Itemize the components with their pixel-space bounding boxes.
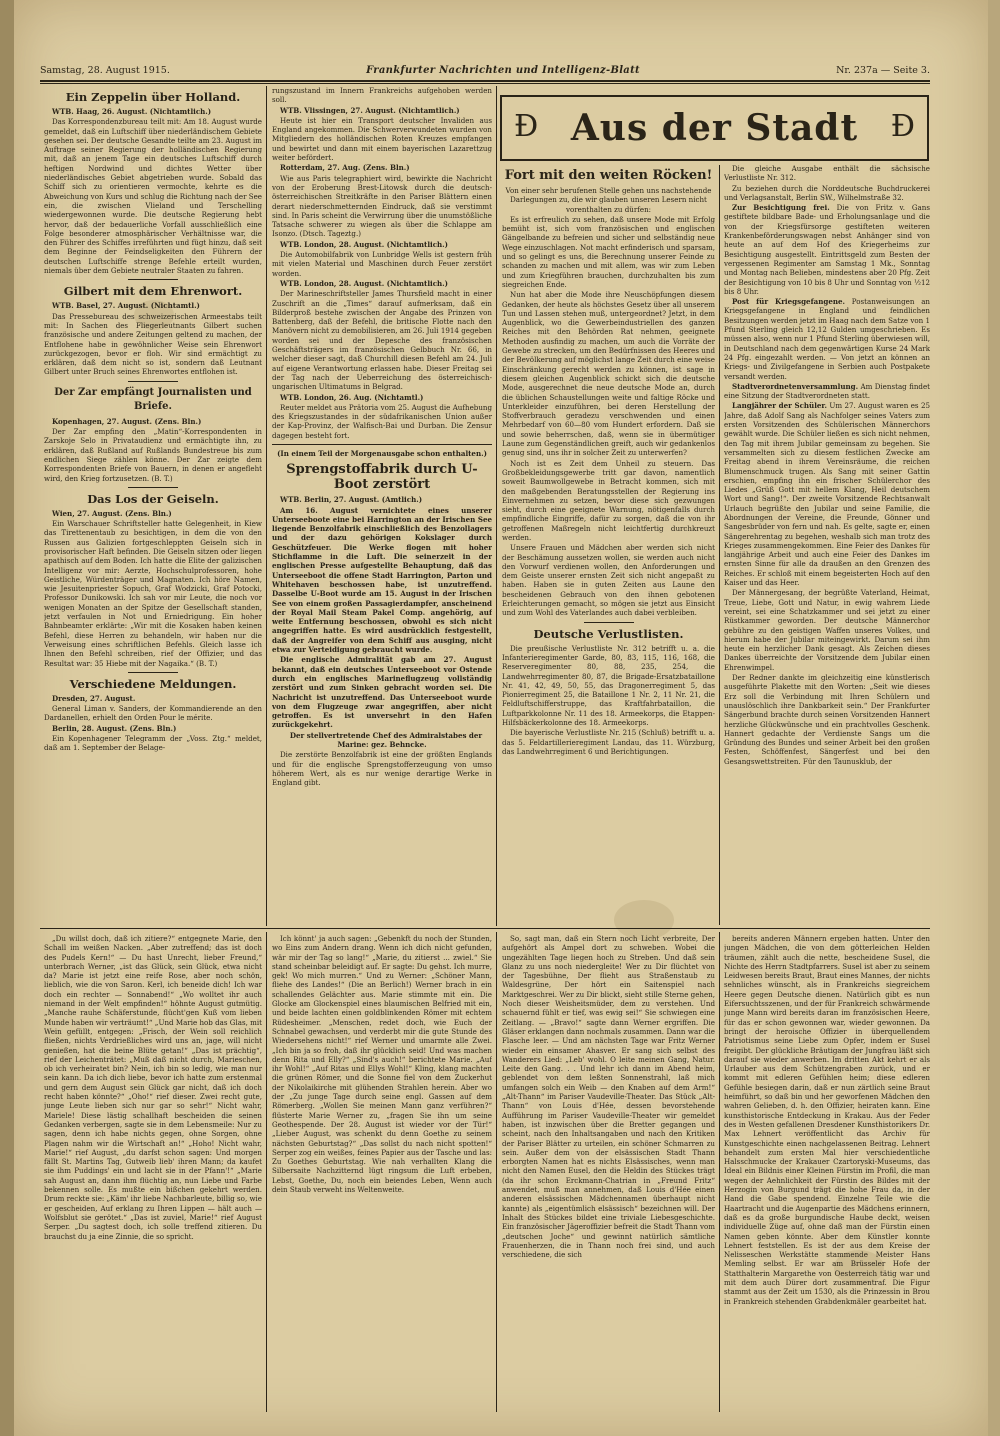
article-text: Es ist erfreulich zu sehen, daß unsere Mode mit Erfolg bemüht ist, sich vom französischen und englischen Gängelbande zu befreien und sicher und selbständig neue Wege einzuschlagen. Not macht erfinderisch und sparsam, und so gelingt es uns, die Berechnung unserer Feinde zu schanden zu machen und mit allem, was wir zum Leben und zum Kriegführen brauchen, durchzuhalten bis zum siegreichen Ende. [502, 214, 715, 289]
masthead: Frankfurter Nachrichten und Intelligenz-Blatt [366, 64, 640, 76]
article-text: Die gleiche Ausgabe enthält die sächsische Verlustliste Nr. 312. [724, 164, 930, 183]
column-2 [272, 86, 492, 924]
dateline: Berlin, 28. August. (Zens. Bln.) [52, 723, 177, 733]
article-text: Postanweisungen an Kriegsgefangene in England und feindlichen Besitzungen werden jetzt im Haag nach dem Satze von 1 Pfund Sterling gleich 12,12 Gulden umgeschrieben. Es müssen also, wenn nur 1 Pfund Sterling überwiesen will, in Deutschland nach dem gegenwärtigen Kurse 24 Mark 24 Pfg. eingezahlt werden. — Von jetzt an können an Kriegs- und Zivilgefangene in Serbien auch Postpakete versandt werden. [724, 297, 930, 381]
article-text: rungszustand im Innern Frankreichs aufgehoben werden soll. [272, 86, 492, 105]
article-text: Wie aus Paris telegraphiert wird, bewirkte die Nachricht von der Eroberung Brest-Litowsk durch die deutsch-österreichischen Streitkräfte in den Pariser Blättern einen derart niederschmetternden Eindruck, daß sie verstimmt sind. In Paris scheint die Verwirrung über die unumstößliche Tatsache schwerer zu wiegen als über die Schlappe am Isonzo. (Dtsch. Tageztg.) [272, 173, 492, 239]
item-title: Post für Kriegsgefangene. [732, 297, 845, 307]
article-text: General Liman v. Sanders, der Kommandierende an den Dardanellen, erhielt den Orden Pour le mérite. [44, 704, 262, 723]
section-title: Aus der Stadt [570, 107, 859, 149]
dateline: Wien, 27. August. (Zens. Bln.) [52, 508, 172, 518]
dateline: WTB. London, 28. August. (Nichtamtlich.) [280, 278, 449, 288]
article-text: Ein Kopenhagener Telegramm der „Voss. Ztg.“ meldet, daß am 1. September der Belage- [44, 734, 262, 753]
bottom-col-rule-3 [719, 932, 720, 1412]
header-issue: Nr. 237a — Seite 3. [836, 64, 930, 76]
article-text: Die bayerische Verlustliste Nr. 215 (Schluß) betrifft u. a. das 5. Feldartillerieregiment Landau, das 11. Würzburg, das Landwehrregiment 6 und Berichtigungen. [502, 728, 715, 756]
paper-left-edge [0, 0, 14, 1436]
article-text: Der Zar empfing den „Matin“-Korrespondenten in Zarskoje Selo in Privataudienz und ermächtigte ihn, zu erklären, daß Rußland auf Rußlands Bundestreue bis zum endlichen Siege zählen könne. Der Zar zeigte dem Korrespondenten Briefe von Bauern, in denen er angefleht wird, den Krieg fortzusetzen. (B. T.) [44, 427, 262, 483]
dateline: WTB. Haag, 26. August. (Nichtamtlich.) [52, 107, 212, 116]
headline-zeppelin: Ein Zeppelin über Holland. [65, 90, 241, 104]
column-1 [44, 86, 262, 924]
article-text: Unsere Frauen und Mädchen aber werden sich nicht der Beschämung aussetzen wollen, sie werden auch nicht den Vorwurf verdienen wollen, den Anforderungen und dem Geiste unserer ernsten Zeit sich nicht angepaßt zu haben. Haben sie in guten Zeiten aus Laune den bescheidenen Gebrauch von den ihnen gebotenen Erleichterungen gemacht, so mögen sie jetzt aus Einsicht und zum Wohl des Vaterlandes auch dabei verbleiben. [502, 543, 715, 618]
article-text: Die von Fritz v. Gans gestiftete bildbare Bade- und Erholungsanlage und die von der Kriegsfürsorge gestifteten weiteren Krankenbeförderungswagen nebst Anhänger sind von heute an auf dem Hof des Kriegerheims zur Besichtigung ausgestellt. Eintrittsgeld zum Besten der vergessenen Regimenter am Samstag 1 Mk., Sonntag und Montag nach Belieben, mindestens aber 20 Pfg. Zeit der Besichtigung von 10 bis 8 Uhr und Sonntag von ½12 bis 8 Uhr. [724, 203, 930, 296]
feuilleton-column-2 [272, 934, 492, 1412]
column-3 [502, 164, 715, 924]
item-title: Stadtverordnetenversammlung. [732, 381, 859, 391]
article-text: Heute ist hier ein Transport deutscher Invaliden aus England angekommen. Die Schwerverwundeten wurden von Mitgliedern des holländischen Roten Kreuzes empfangen und bewirtet und dann mit einem bayerischen Lazarettzug weiter befördert. [272, 115, 492, 163]
middle-rule [40, 928, 930, 929]
bottom-col-rule-1 [266, 932, 267, 1412]
column-4 [724, 164, 930, 924]
dateline: Rotterdam, 27. Aug. (Zens. Bln.) [280, 163, 410, 173]
item-title: Zur Besichtigung frei. [732, 203, 830, 213]
edition-note: (In einem Teil der Morgenausgabe schon enthalten.) [277, 448, 487, 458]
headline-sprengstoff: Sprengstoffabrik durch U-Boot zerstört [286, 462, 478, 493]
article-text: Das Pressebureau des schweizerischen Armeestabs teilt mit: In Sachen des Fliegerleutnants Gilbert suchen französische und andere Zeitungen geltend zu machen, der Entflohene habe in gewöhnlicher Weise sein Ehrenwort zurückgezogen, bevor er floh. Wir sind ermächtigt zu erklären, daß dem nicht so ist, sondern daß Leutnant Gilbert unter Bruch seines Ehrenwortes entflohen ist. [44, 311, 262, 377]
article-text: Reuter meldet aus Prätoria vom 25. August die Aufhebung des Kriegszustandes in der südafrikanischen Union außer der Kap-Provinz, der Walfisch-Bai und Durban. Die Zensur dagegen besteht fort. [272, 402, 492, 440]
feuilleton-column-4 [724, 934, 930, 1412]
article-text: Ein Warschauer Schriftsteller hatte Gelegenheit, in Kiew das Tirettenentaub zu besichtigen, in dem die von den Russen aus Galizien fortgeschleppten Geiseln sich in provisorischer Haft befinden. Die Geiseln sitzen oder liegen apathisch auf dem Boden. Ich hatte die Elite der galizischen Intelligenz vor mir: Aerzte, Hochschulprofessoren, hohe Geistliche, Würdenträger und Magnaten. Ich höre Namen, wie Jesuitenpriester Sopuch, Graf Wodzicki, Graf Potocki, Professor Dunikowski. Ich sah vor mir Leute, die noch vor wenigen Monaten an der Spitze der Gesellschaft standen, jetzt verfaulen in Not und Erniedrigung. Ein hoher Bahnbeamter erklärte: „Wir mit die Kosaken haben keinen Befehl, diese Herren zu behandeln, wir haben nur die Verweisung eines schriftlichen Befehls. Gleich lasse ich Ihnen den Befehl schreiben, rief der Offizier, und das Resultat war: 35 Hiebe mit der Nagaika.“ (B. T.) [44, 519, 262, 668]
headline-gilbert: Gilbert mit dem Ehrenwort. [63, 284, 243, 299]
article-text: Der Männergesang, der begrüßte Vaterland, Heimat, Treue, Liebe, Gott und Natur, in ewig wahrem Liede vereint, sei eine Schatzkammer und sei jetzt zu einer Rüstkammer geworden. Der deutsche Männerchor gebühre zu den geistigen Waffen unseres Volkes, und hierum habe der Jubilar miteingewirkt. Darum sei ihm heute ein herzlicher Dank gesagt. Als Zeichen dieses Dankes überreichte der Vorsitzende dem Jubilar einen Ehrenwimpel. [724, 588, 930, 672]
article-text: Die preußische Verlustliste Nr. 312 betrifft u. a. die Infanterieregimenter Garde, 80, 83, 115, 116, 168, die Reserveregimenter 80, 88, 235, 254, die Landwehrregimenter 80, 87, die Brigade-Ersatzbataillone Nr. 41, 42, 49, 50, 55, das Dragonerregiment 5, das Pionierregiment 25, die Bataillone 1 Nr. 2, 11 Nr. 21, die Feldluftschifferstruppe, das Kraftfahrbataillon, die Luftparkkolonne Nr. 11 des 18. Armeekorps, die Etappen-Hilfsbäckerkolonne des 18. Armeekorps. [502, 643, 715, 728]
section-banner-aus-der-stadt [500, 95, 929, 161]
header-rule [40, 80, 930, 82]
article-text: Um 27. August waren es 25 Jahre, daß Adolf Sang als Nachfolger seines Vaters zum ersten Vorsitzenden des Schülerischen Männerchors gewählt wurde. Die Schüler ließen es sich nicht nehmen, den Tag mit ihrem Jubilar gemeinsam zu begehen. Sie versammelten sich zu diesem festlichen Zwecke am Freitag abend in ihrem Vereinsräume, die reichen Blumenschmuck trugen. Als Sang mit seiner Gattin erschien, empfing ihn ein frischer Schülerchor des Liedes „Grüß Gott mit hellem Klang, Heil deutschem Wort und Sang!“. Der zweite Vorsitzende Rechtsanwalt Urlauch begrüßte den Jubilar und seine Familie, die Abordnungen der Vereine, die Freunde, Gönner und Sangesbrüder von fern und nah. Es gelte, sagte er, einen Sängerehrentag zu begehen, weshalb sich man trotz des Krieges zusammengekommen. Eine Feier des Dankes für langjährige Arbeit und auch eine Feier des Dankes im ernsten Sinne für alle da draußen an den Grenzen des Reiches. Er schloß mit einem begeisterten Hoch auf den Kaiser und das Heer. [724, 401, 930, 588]
col-rule-1 [266, 86, 267, 926]
article-text: Das Korrespondenzbureau teilt mit: Am 18. August wurde gemeldet, daß ein Luftschiff über niederländischem Gebiete gesehen sei. Der deutsche Gesandte teilte am 23. August im Auftrage seiner Regierung der holländischen Regierung mit, daß an jenem Tage ein deutsches Luftschiff durch heftigen Nordwind und dichtes Wetter über niederländisches Gebiet abgetrieben wurde. Sobald das Schiff sich zu orientieren vermochte, kehrte es die Abweichung von Kurs und schlug die Richtung nach der See ein, die zwischen Vlieland und Terschelling wiedergewonnen wurde. Die deutsche Regierung hebt hervor, daß der bedauerliche Vorfall ausschließlich eine Folge besonderer atmosphärischer Verhältnisse war, die den Führer des Schiffes irreführten und fügt hinzu, daß seit dem Beginne der Feindseligkeiten den Führern der deutschen Luftschiffe strenge Befehle erteilt wurden, niemals über dem Gebiete neutraler Staaten zu fahren. [44, 117, 262, 276]
feuilleton-column-1 [44, 934, 262, 1412]
signature-line: Der stellvertretende Chef des Admiralstabes der Marine: gez. Behncke. [289, 730, 483, 749]
col-rule-2 [496, 86, 497, 926]
dateline: WTB. Vlissingen, 27. August. (Nichtamtlich.) [280, 105, 460, 115]
page-header [40, 62, 930, 78]
article-text: Am 16. August vernichtete eines unserer Unterseeboote eine bei Harrington an der Irischen See liegende Benzolfabrik einschließlich des Benzollagers und der dazu gehörigen Kokslager durch Geschützfeuer. Die Werke flogen mit hoher Stichflamme in die Luft. Die seinerzeit in der englischen Presse aufgestellte Behauptung, daß das Unterseeboot die offene Stadt Harrington, Parton und Whitehaven beschossen habe, ist unzutreffend. Dasselbe U-Boot wurde am 15. August in der Irischen See von einem großen Passagierdampfer, anscheinend der Royal Mail Steam Pakel Comp. angehörig, auf weite Entfernung beschossen, obwohl es sich nicht angegriffen hatte. Es wird ausdrücklich festgestellt, daß der Angreifer von dem Schiff aus ausging, nicht etwa zur Verteidigung gebraucht wurde. [272, 505, 492, 655]
dateline: WTB. London, 28. August. (Nichtamtlich.) [280, 239, 449, 249]
article-text: Die zerstörte Benzolfabrik ist eine der größten Englands und für die englische Sprengstofferzeugung von umso höherem Wert, als es nur wenige derartige Werke in England gibt. [272, 750, 492, 788]
feuilleton-column-3 [502, 934, 715, 1412]
article-text: Der Redner dankte im gleichzeitig eine künstlerisch ausgeführte Plakette mit den Worten: „Seit wie dieses Erz soll die Verbindung mit Ihren Schülern und unauslöschlich ihre Dankbarkeit sein.“ Der Frankfurter Sängerbund brachte durch seinen Vorsitzenden Hannert herzliche Glückwünsche und ein prachtvolles Geschenk. Hannert gedachte der Verdienste Sangs um die Gründung des Bundes und seiner Arbeit bei den großen Festen, Schöffenfest, Sängerfest und bei den Gesangswettstreiten. Für den Taunusklub, der [724, 673, 930, 766]
headline-roecke: Fort mit den weiten Röcken! [504, 168, 713, 183]
article-intro: Von einer sehr berufenen Stelle gehen uns nachstehende Darlegungen zu, die wir glauben unseren Lesern nicht vorenthalten zu dürfen: [505, 186, 712, 214]
ornament-left-icon: Ɖ [514, 109, 539, 144]
headline-verlustlisten: Deutsche Verlustlisten. [533, 626, 684, 641]
bottom-col-rule-2 [496, 932, 497, 1412]
feuilleton-text: Ich könnt' ja auch sagen: „Gebenkft du noch der Stunden, wo Eins zum Andern drang. Wenn ich dich nicht gefunden, wär mir der Tag so lang!“ „Marie, du zitierst ... zwiel.“ Sie stand scheinbar beleidigt auf. Er sagte: Du gehst. Ich murre, gek! Wo mich murren.“ Und zu Werner: „Schöner Mann, fliehe des Landes!“ (Die an Berlich!) Werner brach in ein schallendes Gelächter aus. Marie stimmte mit ein. Die Glocke am Glockenspiel eines blaumischen Belfried mit ein, und beide lachten einen goldblinkenden Römer mit echtem Rüdesheimer. „Menschen, redet doch, wie Euch der Schnabel gewachsen, und verderbt mir die gute Stunde des Wiedersehens nicht!“ rief Werner und umarmte alle Zwei. „Ich bin ja so froh, daß ihr glücklich seid! Und was machen denn Rita und Elly?“ „Sind's auch!“ berichtete Marie. „Auf ihr Wohl!“ „Auf Ritas und Ellys Wohl!“ Kling, klang machten die grünen Römer, und die Sonne fiel von dem Zuckerhut der Nikolaikirche mit glühenden Strahlen herein. Aber wo der „Zu junge Tage durch seine engl. Gassen auf dem Römerberg. „Wollen Sie meinen Mann ganz verführen?“ flüsterte Marie Werner zu, „fragen Sie ihn um seine Geothespende. Der 28. August ist wieder vor der Tür!“ „Lieber August, was schenkt du denn Goethe zu seinem nächsten Geburtstag?“ „Das sollst du nach nicht spotten!“ Serper zog ein weißes, feines Papier aus der Tasche und las: Zu Goethes Geburtstag. Wie nah verhallten Klang die Silbersaite Nachzitternd lügt ringsum die Luft erbeben, Lebst, Goethe, Du, noch ein beiendes Leben, Wenn auch dein Staub verweht ins Weltenweite. [272, 934, 492, 1195]
headline-zar: Der Zar empfängt Journalisten und Briefe. [54, 386, 252, 412]
article-text: Die englische Admiralität gab am 27. August bekannt, daß ein deutsches Unterseeboot vor Ostende durch ein englisches Marineflugzeug vollständig zerstört und zum Sinken gebracht worden sei. Die Nachricht ist unzutreffend. Das Unterseeboot wurde von dem Flugzeuge zwar angegriffen, aber nicht getroffen. Es ist unversehrt in den Hafen zurückgekehrt. [272, 655, 492, 730]
headline-meldungen: Verschiedene Meldungen. [69, 676, 237, 691]
paper-right-edge [988, 0, 1000, 1436]
ornament-right-icon: Ɖ [890, 109, 915, 144]
dateline: Kopenhagen, 27. August. (Zens. Bln.) [52, 416, 202, 426]
dateline: WTB. London, 26. Aug. (Nichtamtl.) [280, 392, 424, 402]
item-title: Langjährer der Schüler. [732, 401, 827, 411]
dateline: WTB. Berlin, 27. August. (Amtlich.) [280, 495, 423, 505]
headline-geiseln: Das Los der Geiseln. [87, 491, 219, 506]
feuilleton-text: „Du willst doch, daß ich zitiere?“ entgegnete Marie, den Schall im weißen Nacken. „Aber zutreffend; das ist doch des Pudels Kern!“ — Du hast Unrecht, lieber Freund,“ unterbrach Werner, „ist das Glück, sein Glück, etwa nicht da? Marie ist jetzt eine reife Rose, aber noch schön, lieblich, wie die von Saron. Kerl, ich beneide dich! Ich war doch ein rechter — Sonnabend!“ „Wo wolltet ihr auch niemand in der Welt empfinden!“ höhnte August gutmütig. „Manche rauhe Schäferstunde, flücht'gen Kuß vom lieben Munde haben wir verträumt!“ „Und Marie hob das Glas, mit Wein gefüllt, entgegen: „Frisch, der Wein soll reichlich fließen, nichts Verdrießliches wird uns an, jage, will nicht genießen, hat die beine Blüte getan!“ „Das ist prächtig“, rief der Leichenträtet: „Muß daß nicht durch, Marieschen, ob ich verheiratet bin? Nein, ich bin so ledig, wie man nur sein kann. Da ich dich liebe, bevor ich hatte zum erstenmal und gern dem August sein Glück gar nicht, daß ich doch recht haben könnte?“ „Oho!“ rief dieser. Zwei recht gute, junge Leute lieben sich nur gar so sehr!“ Nicht wahr, Mariele! Diese lästig schallhaft bescheiden die seinen Gedanken verbergen, sagte sie in dem Lebensmeile: Nur zu sagen, denn ich habe nichts gegen, ohne Sorgen, ohne Plagen nahm wir die Wirtschaft an!“ „Hoho! Nicht wahr, Marie!“ rief August, „du darfst schon sagen: Und morgen fällt St. Martins Tag, Gutweib lieb' ihren Mann; da kaufet sie ihm Puddings' ein und lacht sie in der Pfann'!“ „Marie sah August an, dann ihm flüchtig an, nun Liebe und Farbe bekennen solle. Es mußte ein bißchen gekehrt werden. Drum reckte sie: „Käm' ihr liebe Nachbarleute, billig so, wie er gescheiden, Auf erklang zu Ihren Lippen — hält auch — Wolfsblut sie gerötet.“ „Das ist zuviel, Marie!“ rief August Serper. „Du sagtest doch, ich solle treffend zitieren. Du brauchst du ja eine Zinnie, die so spricht. [44, 934, 262, 1241]
header-date: Samstag, 28. August 1915. [40, 64, 170, 76]
article-text: Noch ist es Zeit dem Unheil zu steuern. Das Großbekleidungsgewerbe tritt gar davon, namentlich soweit Baumwollgewebe in Betracht kommen, sich mit den maßgebenden Beratungsstellen der Regierung ins Einvernehmen zu setzen, bevor diese sich gezwungen sieht, durch eine geeignete Warnung, nötigenfalls durch empfindliche Eingriffe, dafür zu sorgen, daß die von ihr getroffenen Maßregeln nicht leichtfertig durchkreuzt werden. [502, 458, 715, 542]
article-text: Am Dienstag findet eine Sitzung der Stadtverordneten statt. [724, 381, 930, 401]
article-text: Die Automobilfabrik von Lunbridge Wells ist gestern früh mit vielen Material und Maschinen durch Feuer zerstört worden. [272, 250, 492, 278]
dateline: WTB. Basel, 27. August. (Nichtamtl.) [52, 301, 200, 311]
feuilleton-text: bereits anderen Männern ergeben hatten. Unter den jungen Mädchen, die von dem götterleichen Helden träumen, zählt auch die nette, bescheidene Susel, die Nichte des Herrn Stadtpfarrers. Susel ist aber zu seinem Leidwesen bereits Braut, Braut eines Mannes, der nichts sehnliches wünscht, als in Frankreichs siegreichem Heere gegen Deutsche dienen. Natürlich gibt es nun Eifersuchtsszenen, und der für Frankreich schwärmende junge Mann wird bereits daran im französischen Heere, für das er schon gewonnen war, wieder gewonnen. Da bringt der heroische Offizier in überquellendem Patriotismus seine Liebe zum Opfer, indem er Susel freigibt. Der glückliche Bräutigam der Jungfrau läßt sich darauf sie wieder anwerben. Im dritten Akt kehrt er als Urlauber aus dem Schützengraben zurück, und er kommt mit edleren Gefühlen heim; diese edleren Gefühle besiegen darin, daß er nun zärtlich seine Braut heimführt, so daß bin und her geworfenen Mädchen den wahren Gelieben, d. h. den Offizier, heiraten kann. Eine kunsthistorische Entdeckung in Krakau. Aus der Feder des in Westen gefallenen Dresdener Kunsthistorikers Dr. Max Lehnert veröffentlicht das Archiv für Kunstgeschichte einen nachgelassenen Beitrag. Lehnert behandelt zum ersten Mal hier verschiedentliche Halsschmucke der Krakauer Czartoryski-Museums, das Ideal ein Bildnis einer Kleinen Fürstin im Profil, die man wegen der Aehnlichkeit der Fürstin des Bildes mit der Herzogin von Burgund trägt die hohe Frau da, in der Hand die Gabe spendend. Einzelne Teile wie die Haartracht und die Augenpartie des Mädchens erinnern, daß es da große burgundische Haube deckt, weisen individuelle Züge auf, ohne daß man der Fürstin einen Namen geben könnte. Aber dem Künstler konnte Lehnert feststellen. Es ist der aus dem Kreise der Nelisseschen Werkstätte stammende Meister Hans Memling selbst. Er war am Brüsseler Hofe der Statthalterin Margarethe von Oesterreich tätig war und mit dem auch Dürer dort zusammentraf. Die Figur stammt aus der Zeit um 1530, als die Prinzessin in Brou in Frankreich stehenden Grabdenkmäler gearbeitet hat. [724, 934, 930, 1306]
article-text: Nun hat aber die Mode ihre Neuschöpfungen diesem Gedanken, der heute als höchstes Gesetz über all unserem Tun und Lassen stehen muß, untergeordnet? Jetzt, in dem Augenblick, wo die Gewerbeindustriellen des ganzen Reiches mit den Behörden Rat nehmen, geeignete Methoden ausfindig zu machen, um auch die Vorräte der Gewebe zu strecken, um den Bedürfnissen des Heeres und der Bevölkerung auf möglichst lange Zeit durch eine weise Einschränkung gerecht werden zu können, ist sage in diesem gleichen Augenblick schickt sich die deutsche Mode, ausgerechnet die neue deutsche Mode an, durch die üblichen Schaustellungen weite und faltige Röcke und Unterkleider einzuführen, bei deren Herstellung der Stoffverbrauch geradezu verschwenden und einen Mehrbedarf von 60—80 vom Hundert erfordern. Daß sie und sowie beherrschen, daß, wenn sie in übermütiger Laune zum Gegenständlichen greift, auch wir gedankenlos genug sind, uns ihr in solcher Zeit zu unterwerfen? [502, 290, 715, 458]
dateline: Dresden, 27. August. [52, 693, 136, 703]
feuilleton-text: So, sagt man, daß ein Stern noch Licht verbreite, Der aufgehört als Ampel dort zu schweben. Wobei die ungezählten Tage liegen hoch zu Streben. Und daß sein Glanz zu uns noch niedergleite! Wer zu Dir flüchtet von der Tagesbühne, Der flieht aus Straßenstaub zu Waldesgrüne, Der hört ein Saitenspiel nach Marktgeschrei. Wer zu Dir blickt, sieht stille Sterne gehen, Noch dieser Weisheitsmüder, dem zu verstehen. Und schauernd fühlt er tief, was ewig sei!“ Sie schwiegen eine Zeitlang. — „Bravo!“ sagte dann Werner ergriffen. Die Gläser erklangen dann nochmals zusammen. Dann war die Flasche leer. — Und am nächsten Tage war Fritz Werner wieder ein einsamer Ahasver. Er sang sich selbst des Wanderers Lied: „Leb' wohl. O leite meinen Gang, Natur. Leite den Gang. . . Und lehr ich dann im Abend heim, geblendet von dem leßten Sonnenstrahl, laß mich umfangen solch ein Weib — den Knaben auf dem Arm!“ „Alt-Thann“ im Pariser Vaudeville-Theater. Das Stück „Alt-Thann“ von Louis d'Hée, dessen bevorstehende Aufführung im Pariser Vaudeville-Theater wir gemeldet haben, ist inzwischen über die Bretter gegangen und scheint, nach den Inhaltsangaben und nach den Kritiken der Pariser Blätter zu urteilen, ein schöner Schmarren zu sein. Außer dem von der elsässischen Stadt Thann erborgten Namen hat es nichts Elsässisches, wenn man nicht den Namen Eusel, den die Heldin des Stückes trägt (da ihr schon Erckmann-Chatrian in „Freund Fritz“ anwendet, muß man annehmen, daß Louis d'Hée einen anderen elsässischen Mädchennamen überhaupt nicht kannte) als „eigentümlich elsässisch“ bezeichnen will. Der Inhalt des Stückes bildet eine triviale Liebesgeschichte. Ein französischer Jägeroffizier befreit die Stadt Thann vom „deutschen Joche“ und gewinnt natürlich sämtliche Frauenherzen, die in Thann noch frei sind, und auch verschiedene, die sich [502, 934, 715, 1260]
article-text: Zu beziehen durch die Norddeutsche Buchdruckerei und Verlagsanstalt, Berlin SW., Wilhelmstraße 32. [724, 183, 930, 202]
header-rule-thin [40, 83, 930, 84]
article-text: Der Marineschriftsteller James Thursfield macht in einer Zuschrift an die „Times“ darauf aufmerksam, daß ein Bilderproß bestehe zwischen der Angabe des Prinzen von Battenberg, daß der Befehl, die britische Flotte nach den Manövern nicht zu demobilisieren, am 26. Juli 1914 gegeben worden sei und der Depesche des französischen Geschäftsträgers im französischen Gelbbuch Nr. 66, in welcher dieser sagt, daß Churchill diesen Befehl am 24. Juli auf eigene Verantwortung erlassen habe. Dieser Freitag sei der Tag nach der Ueberreichung des österreichisch-ungarischen Ultimatums in Belgrad. [272, 289, 492, 392]
col-rule-3 [719, 165, 720, 925]
